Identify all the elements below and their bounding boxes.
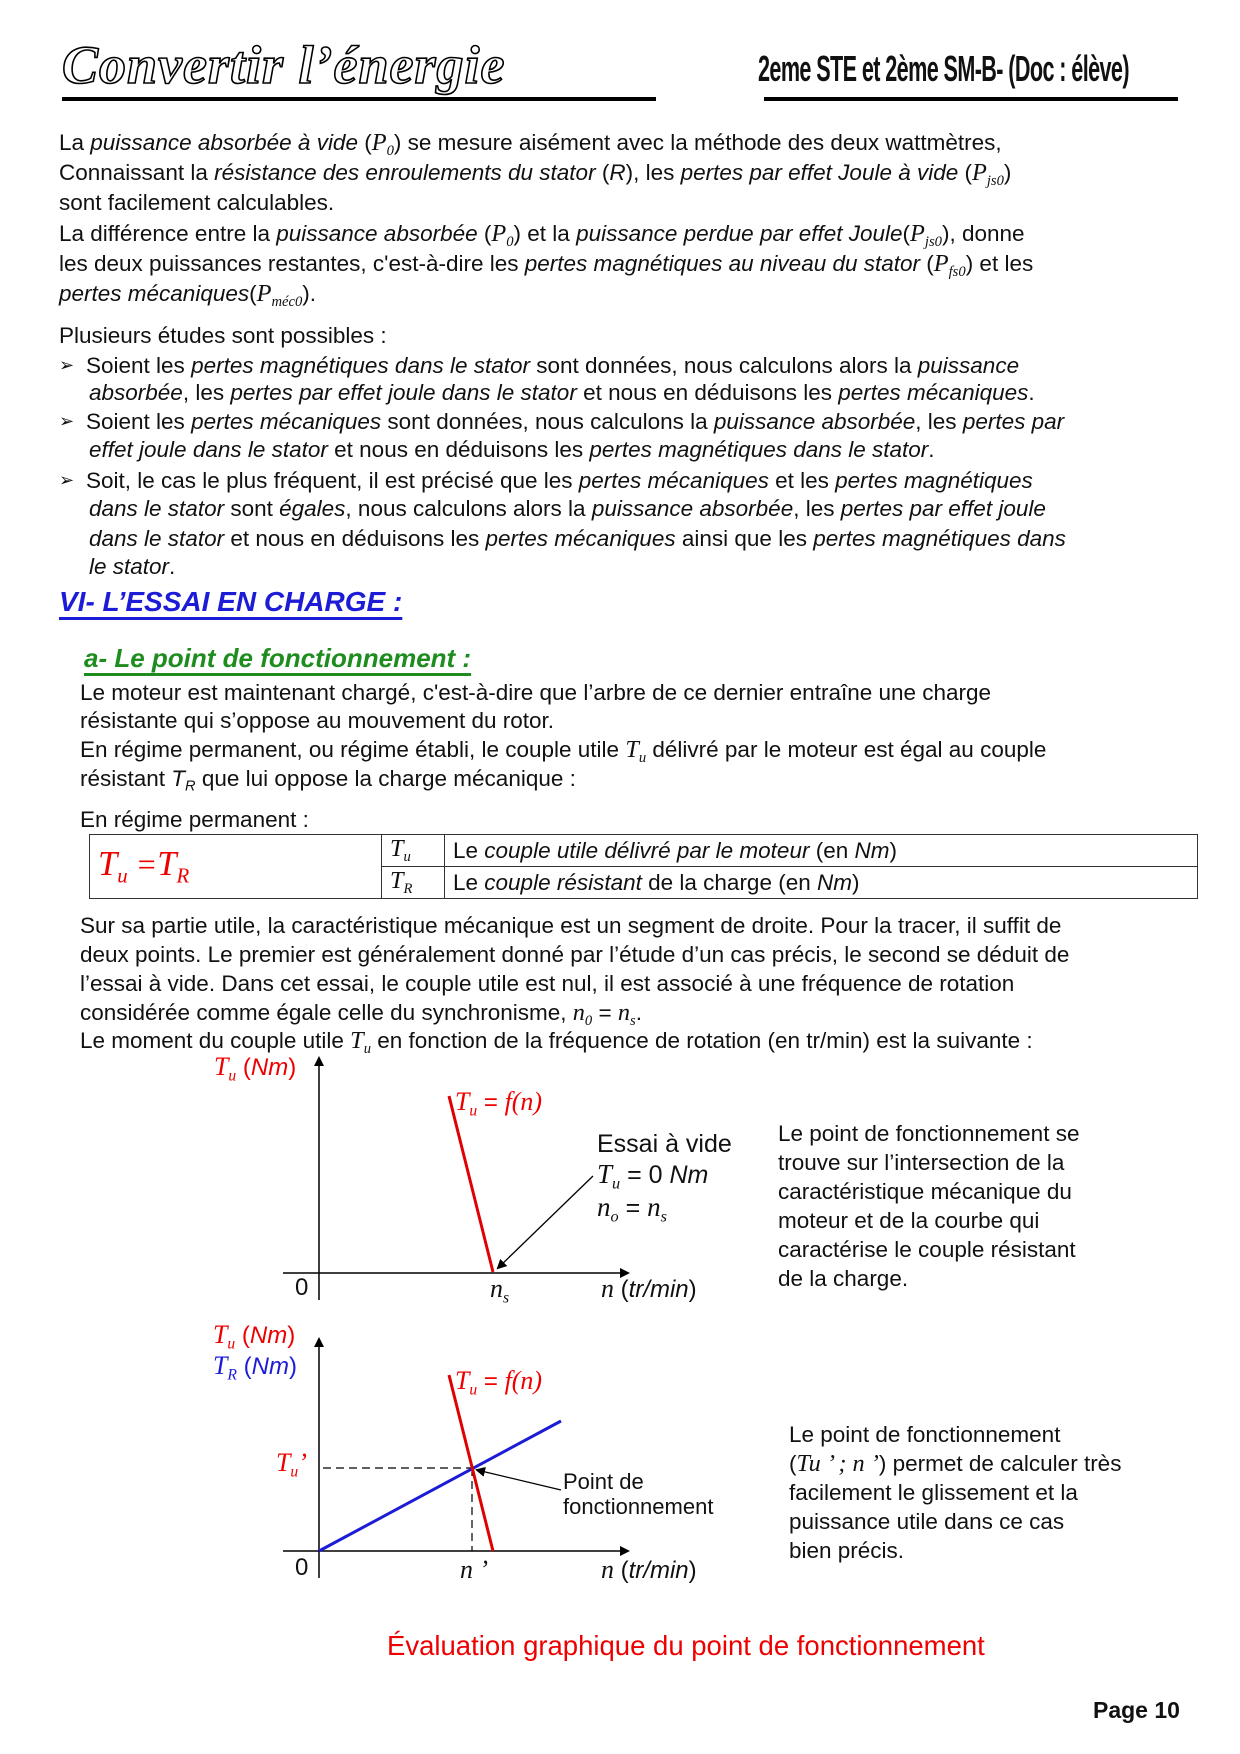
text-run: pertes magnétiques dans bbox=[813, 526, 1066, 551]
text-run: puissance absorbée bbox=[591, 496, 794, 521]
text-run: Nm bbox=[249, 1322, 288, 1349]
side-text-line: (Tu ’ ; n ’) permet de calculer très bbox=[789, 1450, 1122, 1477]
text-run: Nm bbox=[250, 1054, 289, 1081]
text-run: égales bbox=[279, 496, 346, 521]
text-run: pertes par effet Joule à vide bbox=[680, 160, 959, 185]
description-cell: Le couple utile délivré par le moteur (en Nm) bbox=[445, 835, 1198, 867]
text-run: pertes par bbox=[962, 409, 1065, 434]
text-run: Nm bbox=[817, 869, 852, 895]
text-run: 0 bbox=[584, 1013, 593, 1030]
fig2-side-text bbox=[789, 1420, 1121, 1565]
text-run: pertes mécaniques bbox=[578, 468, 769, 493]
text-run: pertes mécaniques bbox=[485, 526, 676, 551]
text-run: n bbox=[597, 1192, 611, 1222]
text-run: P bbox=[910, 220, 925, 247]
text-run: T bbox=[455, 1366, 470, 1395]
side-text-line: Le point de fonctionnement bbox=[789, 1422, 1061, 1447]
bullet-line: Soient les pertes mécaniques sont données, nous calculons la puissance absorbée, les pertes par bbox=[86, 409, 1065, 434]
text-run: Nm bbox=[854, 837, 890, 863]
side-text-line: bien précis. bbox=[789, 1538, 905, 1563]
ns-label bbox=[490, 1275, 509, 1312]
text-run: dans le stator bbox=[89, 496, 225, 521]
equation-cell: $T_u =T_R$ bbox=[90, 835, 382, 899]
text-run: R bbox=[227, 1366, 237, 1384]
text-run: P bbox=[256, 280, 272, 307]
text-run: puissance absorbée bbox=[276, 221, 478, 246]
bullet-line: effet joule dans le stator et nous en déduisons les pertes magnétiques dans le stator. bbox=[89, 437, 935, 462]
text-run: T bbox=[98, 844, 118, 883]
text-run: u bbox=[290, 1463, 299, 1481]
paragraph-line: sont facilement calculables. bbox=[59, 190, 335, 215]
text-run: T bbox=[455, 1087, 470, 1116]
text-run: R bbox=[176, 864, 190, 888]
fig1-curve-label: $T_u = f(n)$ bbox=[455, 1087, 542, 1120]
text-run: résistance des enroulements du stator bbox=[214, 160, 596, 185]
paragraph-line: Plusieurs études sont possibles : bbox=[59, 323, 387, 348]
text-run: T bbox=[625, 736, 639, 763]
text-run: f(n) bbox=[504, 1087, 542, 1116]
text-run: T bbox=[390, 835, 404, 862]
text-run: T bbox=[213, 1351, 228, 1380]
fig2-origin-label: 0 bbox=[295, 1554, 309, 1581]
class-label: 2eme STE et 2ème SM-B- (Doc : élève) bbox=[758, 48, 1129, 89]
text-run: s bbox=[660, 1207, 667, 1226]
text-run: puissance absorbée bbox=[713, 409, 916, 434]
load-torque-line bbox=[319, 1421, 561, 1551]
description-cell: Le couple résistant de la charge (en Nm) bbox=[445, 867, 1198, 899]
section-heading: VI- L’ESSAI EN CHARGE : bbox=[59, 586, 403, 617]
text-run: Nm bbox=[669, 1161, 709, 1189]
side-text-line: trouve sur l’intersection de la bbox=[778, 1150, 1065, 1175]
bullet-line: Soit, le cas le plus fréquent, il est précisé que les pertes mécaniques et les pertes magnétiques bbox=[86, 468, 1033, 493]
text-run: effet joule dans le stator bbox=[89, 437, 328, 462]
text-run: o bbox=[610, 1207, 619, 1226]
text-run: u bbox=[403, 849, 411, 866]
text-run: u bbox=[469, 1102, 478, 1120]
text-run: T bbox=[171, 766, 186, 791]
text-run: tr/min bbox=[628, 1276, 689, 1303]
text-run: puissance absorbée à vide bbox=[90, 130, 358, 155]
paragraph-line: En régime permanent : bbox=[80, 807, 309, 832]
bullet-arrow-icon: ➢ bbox=[59, 355, 75, 376]
text-run: R bbox=[185, 778, 196, 795]
text-run: T bbox=[276, 1448, 291, 1477]
text-run: T bbox=[597, 1159, 613, 1189]
text-run: tr/min bbox=[628, 1557, 689, 1584]
bullet-line: dans le stator sont égales, nous calculons alors la puissance absorbée, les pertes par effet joule bbox=[89, 496, 1046, 521]
text-run: pertes mécaniques bbox=[838, 380, 1029, 405]
text-run: pertes magnétiques dans le stator bbox=[589, 437, 929, 462]
text-run: T bbox=[214, 1052, 229, 1081]
paragraph-line: La différence entre la puissance absorbée $(P_0)$ et la puissance perdue par effet $Joule(P_{js0})$, donne bbox=[59, 220, 1025, 251]
side-text-line: Le point de fonctionnement se bbox=[778, 1121, 1080, 1146]
text-run: Tu ’ ; n ’ bbox=[796, 1450, 879, 1477]
text-run: T bbox=[157, 844, 177, 883]
n-prime-label bbox=[460, 1556, 488, 1585]
side-text-line: facilement le glissement et la bbox=[789, 1480, 1078, 1505]
text-run: n bbox=[490, 1274, 503, 1303]
side-text-line: moteur et de la courbe qui bbox=[778, 1208, 1040, 1233]
text-run: js0 bbox=[986, 173, 1004, 190]
text-run: le stator bbox=[89, 554, 170, 579]
operating-point-label: fonctionnement bbox=[563, 1494, 714, 1519]
text-run: P bbox=[491, 220, 507, 247]
document-title: Convertir l’énergie bbox=[62, 35, 506, 95]
text-run: n bbox=[572, 999, 585, 1026]
text-run: pertes mécaniques bbox=[59, 281, 250, 306]
text-run: couple utile délivré par le moteur bbox=[484, 837, 810, 863]
text-run: u bbox=[612, 1174, 621, 1193]
paragraph-line: résistante qui s’oppose au mouvement du rotor. bbox=[80, 708, 555, 733]
no-load-title: Essai à vide bbox=[597, 1130, 732, 1158]
text-run: js0 bbox=[924, 234, 942, 251]
bullet-line: Soient les pertes magnétiques dans le stator sont données, nous calculons alors la puissance bbox=[86, 353, 1020, 378]
text-run: 0 bbox=[386, 143, 394, 160]
paragraph-line: les deux puissances restantes, c'est-à-dire les pertes magnétiques au niveau du stator $(P_{fs0})$ et les bbox=[59, 250, 1034, 281]
tu-prime-label bbox=[276, 1449, 307, 1486]
side-text-line: caractérise le couple résistant bbox=[778, 1237, 1076, 1262]
side-text-line: puissance utile dans ce cas bbox=[789, 1509, 1065, 1534]
text-run: ’ bbox=[298, 1448, 307, 1477]
side-text-line: de la charge. bbox=[778, 1266, 909, 1291]
text-run: pertes par effet joule dans le stator bbox=[230, 380, 577, 405]
text-run: n bbox=[647, 1192, 661, 1222]
fig1-origin-label: 0 bbox=[295, 1274, 309, 1301]
paragraph-line: La puissance absorbée à vide $(P_0)$ se mesure aisément avec la méthode des deux wattmètres, bbox=[59, 129, 1002, 160]
text-run: u bbox=[363, 1041, 371, 1058]
text-run: P bbox=[933, 250, 949, 277]
fig1-x-axis-label: n (tr/min) bbox=[601, 1274, 697, 1303]
text-run: T bbox=[390, 867, 404, 895]
paragraph-line: l’essai à vide. Dans cet essai, le couple utile est nul, il est associé à une fréquence de rotation bbox=[80, 971, 1015, 996]
text-run: P bbox=[972, 159, 987, 186]
bullet-line: dans le stator et nous en déduisons les pertes mécaniques ainsi que les pertes magnétiques dans bbox=[89, 526, 1066, 551]
text-run: fs0 bbox=[948, 264, 966, 281]
text-run: pertes magnétiques dans le stator bbox=[191, 353, 531, 378]
text-run: T bbox=[350, 1027, 364, 1054]
paragraph-line: résistant TR que lui oppose la charge mécanique : bbox=[80, 766, 576, 795]
text-run: T bbox=[213, 1320, 228, 1349]
operating-point-label: Point de bbox=[563, 1469, 644, 1494]
fig2-y-axis-label-tu: $T_u$ (Nm) bbox=[213, 1320, 296, 1353]
text-run: méc0 bbox=[271, 294, 303, 311]
no-load-speed: $n_o = n_s$ bbox=[597, 1192, 667, 1226]
fig2-y-axis-label-tr: $T_R$ (Nm) bbox=[213, 1351, 297, 1384]
text-run: u bbox=[469, 1381, 478, 1399]
fig2-curve-label: $T_u = f(n)$ bbox=[455, 1366, 542, 1399]
page-number: Page 10 bbox=[1093, 1697, 1180, 1723]
text-run: R bbox=[403, 881, 413, 898]
text-run: u bbox=[117, 864, 128, 888]
text-run: u bbox=[227, 1335, 236, 1353]
operating-point-arrow bbox=[477, 1470, 561, 1490]
figure-caption: Évaluation graphique du point de fonctionnement bbox=[387, 1630, 985, 1661]
text-run: absorbée bbox=[89, 380, 183, 405]
text-run: Nm bbox=[251, 1353, 289, 1380]
text-run: n ’ bbox=[460, 1555, 489, 1584]
text-run: pertes magnétiques bbox=[835, 468, 1033, 493]
no-load-torque: $T_u = 0$ Nm bbox=[597, 1159, 709, 1193]
text-run: n bbox=[601, 1555, 614, 1584]
bullet-arrow-icon: ➢ bbox=[59, 411, 75, 432]
bullet-arrow-icon: ➢ bbox=[59, 470, 75, 491]
paragraph-line: Sur sa partie utile, la caractéristique mécanique est un segment de droite. Pour la tracer, il suffit de bbox=[80, 913, 1062, 938]
paragraph-line: considérée comme égale celle du synchronisme, $n_0 = n_s$. bbox=[80, 999, 642, 1030]
paragraph-line: Connaissant la résistance des enroulements du stator (R), les pertes par effet Joule à vide $(P_{js0})$ bbox=[59, 159, 1012, 190]
paragraph-line: Le moment du couple utile $T_u$ en fonction de la fréquence de rotation (en tr/min) est la suivante : bbox=[80, 1027, 1033, 1058]
fig1-side-text bbox=[778, 1119, 1079, 1293]
text-run: pertes mécaniques bbox=[191, 409, 382, 434]
text-run: s bbox=[502, 1289, 510, 1307]
text-run: n bbox=[601, 1274, 614, 1303]
text-run: u bbox=[228, 1067, 237, 1085]
text-run: 0 bbox=[506, 234, 514, 251]
bullet-line: le stator. bbox=[89, 554, 176, 579]
paragraph-line: Le moteur est maintenant chargé, c'est-à-dire que l’arbre de ce dernier entraîne une charge bbox=[80, 680, 992, 705]
fig2-x-axis-label: n (tr/min) bbox=[601, 1555, 697, 1584]
paragraph-line: pertes $mécaniques(P_{méc0})$. bbox=[59, 280, 317, 311]
paragraph-line: deux points. Le premier est généralement donné par l’étude d’un cas précis, le second se déduit de bbox=[80, 942, 1070, 967]
text-run: puissance perdue par effet Joule bbox=[576, 221, 903, 246]
text-run: f(n) bbox=[504, 1366, 542, 1395]
text-run: P bbox=[371, 129, 387, 156]
text-run: pertes magnétiques au niveau du stator bbox=[524, 251, 921, 276]
no-load-arrow bbox=[498, 1176, 593, 1268]
text-run: s bbox=[630, 1013, 636, 1030]
text-run: puissance bbox=[917, 353, 1020, 378]
paragraph-line: En régime permanent, ou régime établi, le couple utile $T_u$ délivré par le moteur est égal au couple bbox=[80, 736, 1047, 767]
bullet-line: absorbée, les pertes par effet joule dans le stator et nous en déduisons les pertes mécaniques. bbox=[89, 380, 1035, 405]
text-run: dans le stator bbox=[89, 526, 225, 551]
text-run: u bbox=[638, 750, 647, 767]
text-run: couple résistant bbox=[484, 869, 642, 895]
subsection-heading: a- Le point de fonctionnement : bbox=[84, 643, 472, 673]
text-run: pertes par effet joule bbox=[840, 496, 1046, 521]
text-run: R bbox=[609, 160, 626, 185]
fig1-y-axis-label: $T_u$ (Nm) bbox=[214, 1052, 297, 1085]
text-run: n bbox=[617, 999, 631, 1026]
side-text-line: caractéristique mécanique du bbox=[778, 1179, 1072, 1204]
